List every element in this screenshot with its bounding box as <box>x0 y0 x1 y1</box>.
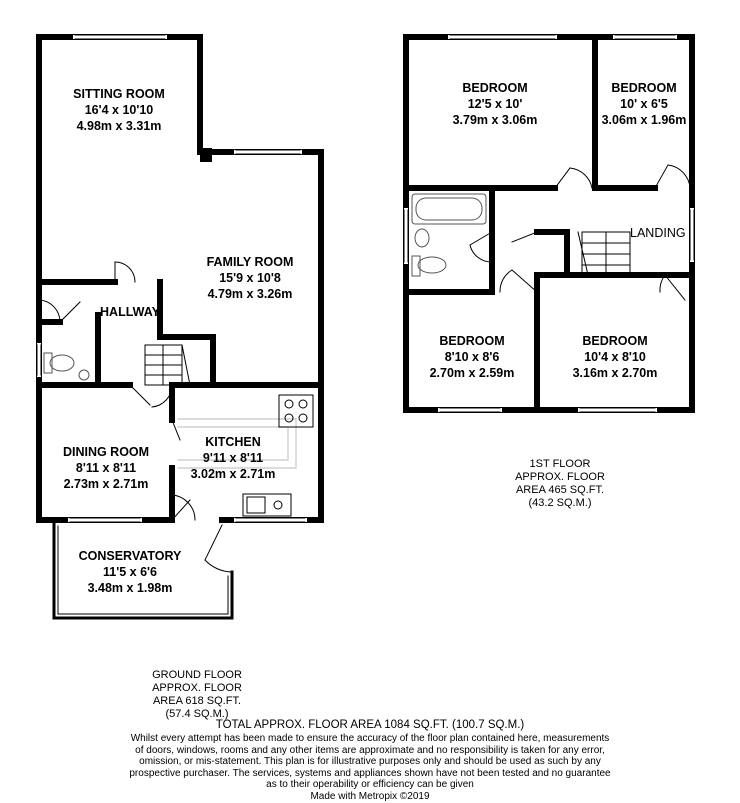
room-label-bedroom-1 <box>430 80 560 128</box>
room-name: BEDROOM <box>439 334 505 348</box>
area-note-line: APPROX. FLOOR <box>152 682 242 694</box>
room-size-metric: 3.02m x 2.71m <box>190 467 276 481</box>
room-size-imperial: 15'9 x 10'8 <box>219 271 281 285</box>
kitchen-sink <box>243 494 291 516</box>
ground-floor-stairs <box>145 345 190 385</box>
ground-wc <box>44 353 89 380</box>
room-label-bedroom-4 <box>545 333 685 381</box>
room-label-bedroom-2 <box>597 80 691 128</box>
room-label-landing <box>630 225 690 241</box>
disclaimer-line: Whilst every attempt has been made to ensure the accuracy of the floor plan contained here, measurements <box>130 733 610 744</box>
room-label-bedroom-3 <box>410 333 534 381</box>
room-name: HALLWAY <box>100 305 160 319</box>
room-label-family-room <box>180 254 320 302</box>
room-name: BEDROOM <box>611 81 677 95</box>
room-size-imperial: 16'4 x 10'10 <box>84 103 154 117</box>
room-size-imperial: 8'10 x 8'6 <box>444 350 500 364</box>
room-name: BEDROOM <box>582 334 648 348</box>
room-size-metric: 3.16m x 2.70m <box>572 366 658 380</box>
room-size-imperial: 8'11 x 8'11 <box>75 461 137 475</box>
room-size-metric: 4.98m x 3.31m <box>76 119 162 133</box>
room-size-metric: 4.79m x 3.26m <box>207 287 293 301</box>
room-name: LANDING <box>630 226 686 240</box>
first-floor-area-note <box>490 458 630 510</box>
room-size-metric: 2.70m x 2.59m <box>429 366 515 380</box>
room-size-metric: 3.48m x 1.98m <box>87 581 173 595</box>
room-name: SITTING ROOM <box>73 87 165 101</box>
room-size-metric: 2.73m x 2.71m <box>63 477 149 491</box>
room-name: CONSERVATORY <box>78 549 182 563</box>
ground-floor-area-note <box>127 669 267 721</box>
area-note-line: AREA 618 SQ.FT. <box>152 695 242 707</box>
area-note-line: 1ST FLOOR <box>529 458 591 470</box>
room-size-metric: 3.79m x 3.06m <box>452 113 538 127</box>
room-size-imperial: 9'11 x 8'11 <box>202 451 264 465</box>
disclaimer-line: omission, or mis-statement. This plan is for illustrative purposes only and should be used as such by any <box>139 756 601 768</box>
area-note-line: AREA 465 SQ.FT. <box>515 484 605 496</box>
area-note-line: APPROX. FLOOR <box>515 471 605 483</box>
disclaimer-line: prospective purchaser. The services, systems and appliances shown have not been tested and no guarantee <box>129 767 611 779</box>
room-name: KITCHEN <box>205 435 261 449</box>
disclaimer-line: as to their operability or efficiency can be given <box>266 779 474 791</box>
room-size-imperial: 12'5 x 10' <box>467 97 523 111</box>
room-size-imperial: 11'5 x 6'6 <box>103 565 157 579</box>
room-label-hallway <box>95 304 165 320</box>
room-size-imperial: 10'4 x 8'10 <box>584 350 646 364</box>
room-name: FAMILY ROOM <box>206 255 294 269</box>
room-label-kitchen <box>178 434 288 482</box>
total-floor-area: TOTAL APPROX. FLOOR AREA 1084 SQ.FT. (100.7 SQ.M.) <box>215 719 525 731</box>
area-note-line: (43.2 SQ.M.) <box>528 497 592 509</box>
room-label-sitting-room <box>44 86 194 134</box>
room-label-dining-room <box>42 444 170 492</box>
disclaimer-line: of doors, windows, rooms and any other items are approximate and no responsibility is taken for any error, <box>135 744 605 756</box>
room-label-conservatory <box>60 548 200 596</box>
room-size-imperial: 10' x 6'5 <box>620 97 668 111</box>
area-note-line: (57.4 SQ.M.) <box>165 708 229 720</box>
first-floor-stairs <box>578 232 630 275</box>
room-name: BEDROOM <box>462 81 528 95</box>
bathroom-fixtures <box>412 194 486 276</box>
disclaimer <box>20 733 720 803</box>
area-note-line: GROUND FLOOR <box>152 669 242 681</box>
room-size-metric: 3.06m x 1.96m <box>601 113 687 127</box>
made-with-credit: Made with Metropix ©2019 <box>310 790 430 802</box>
room-name: DINING ROOM <box>62 445 150 459</box>
